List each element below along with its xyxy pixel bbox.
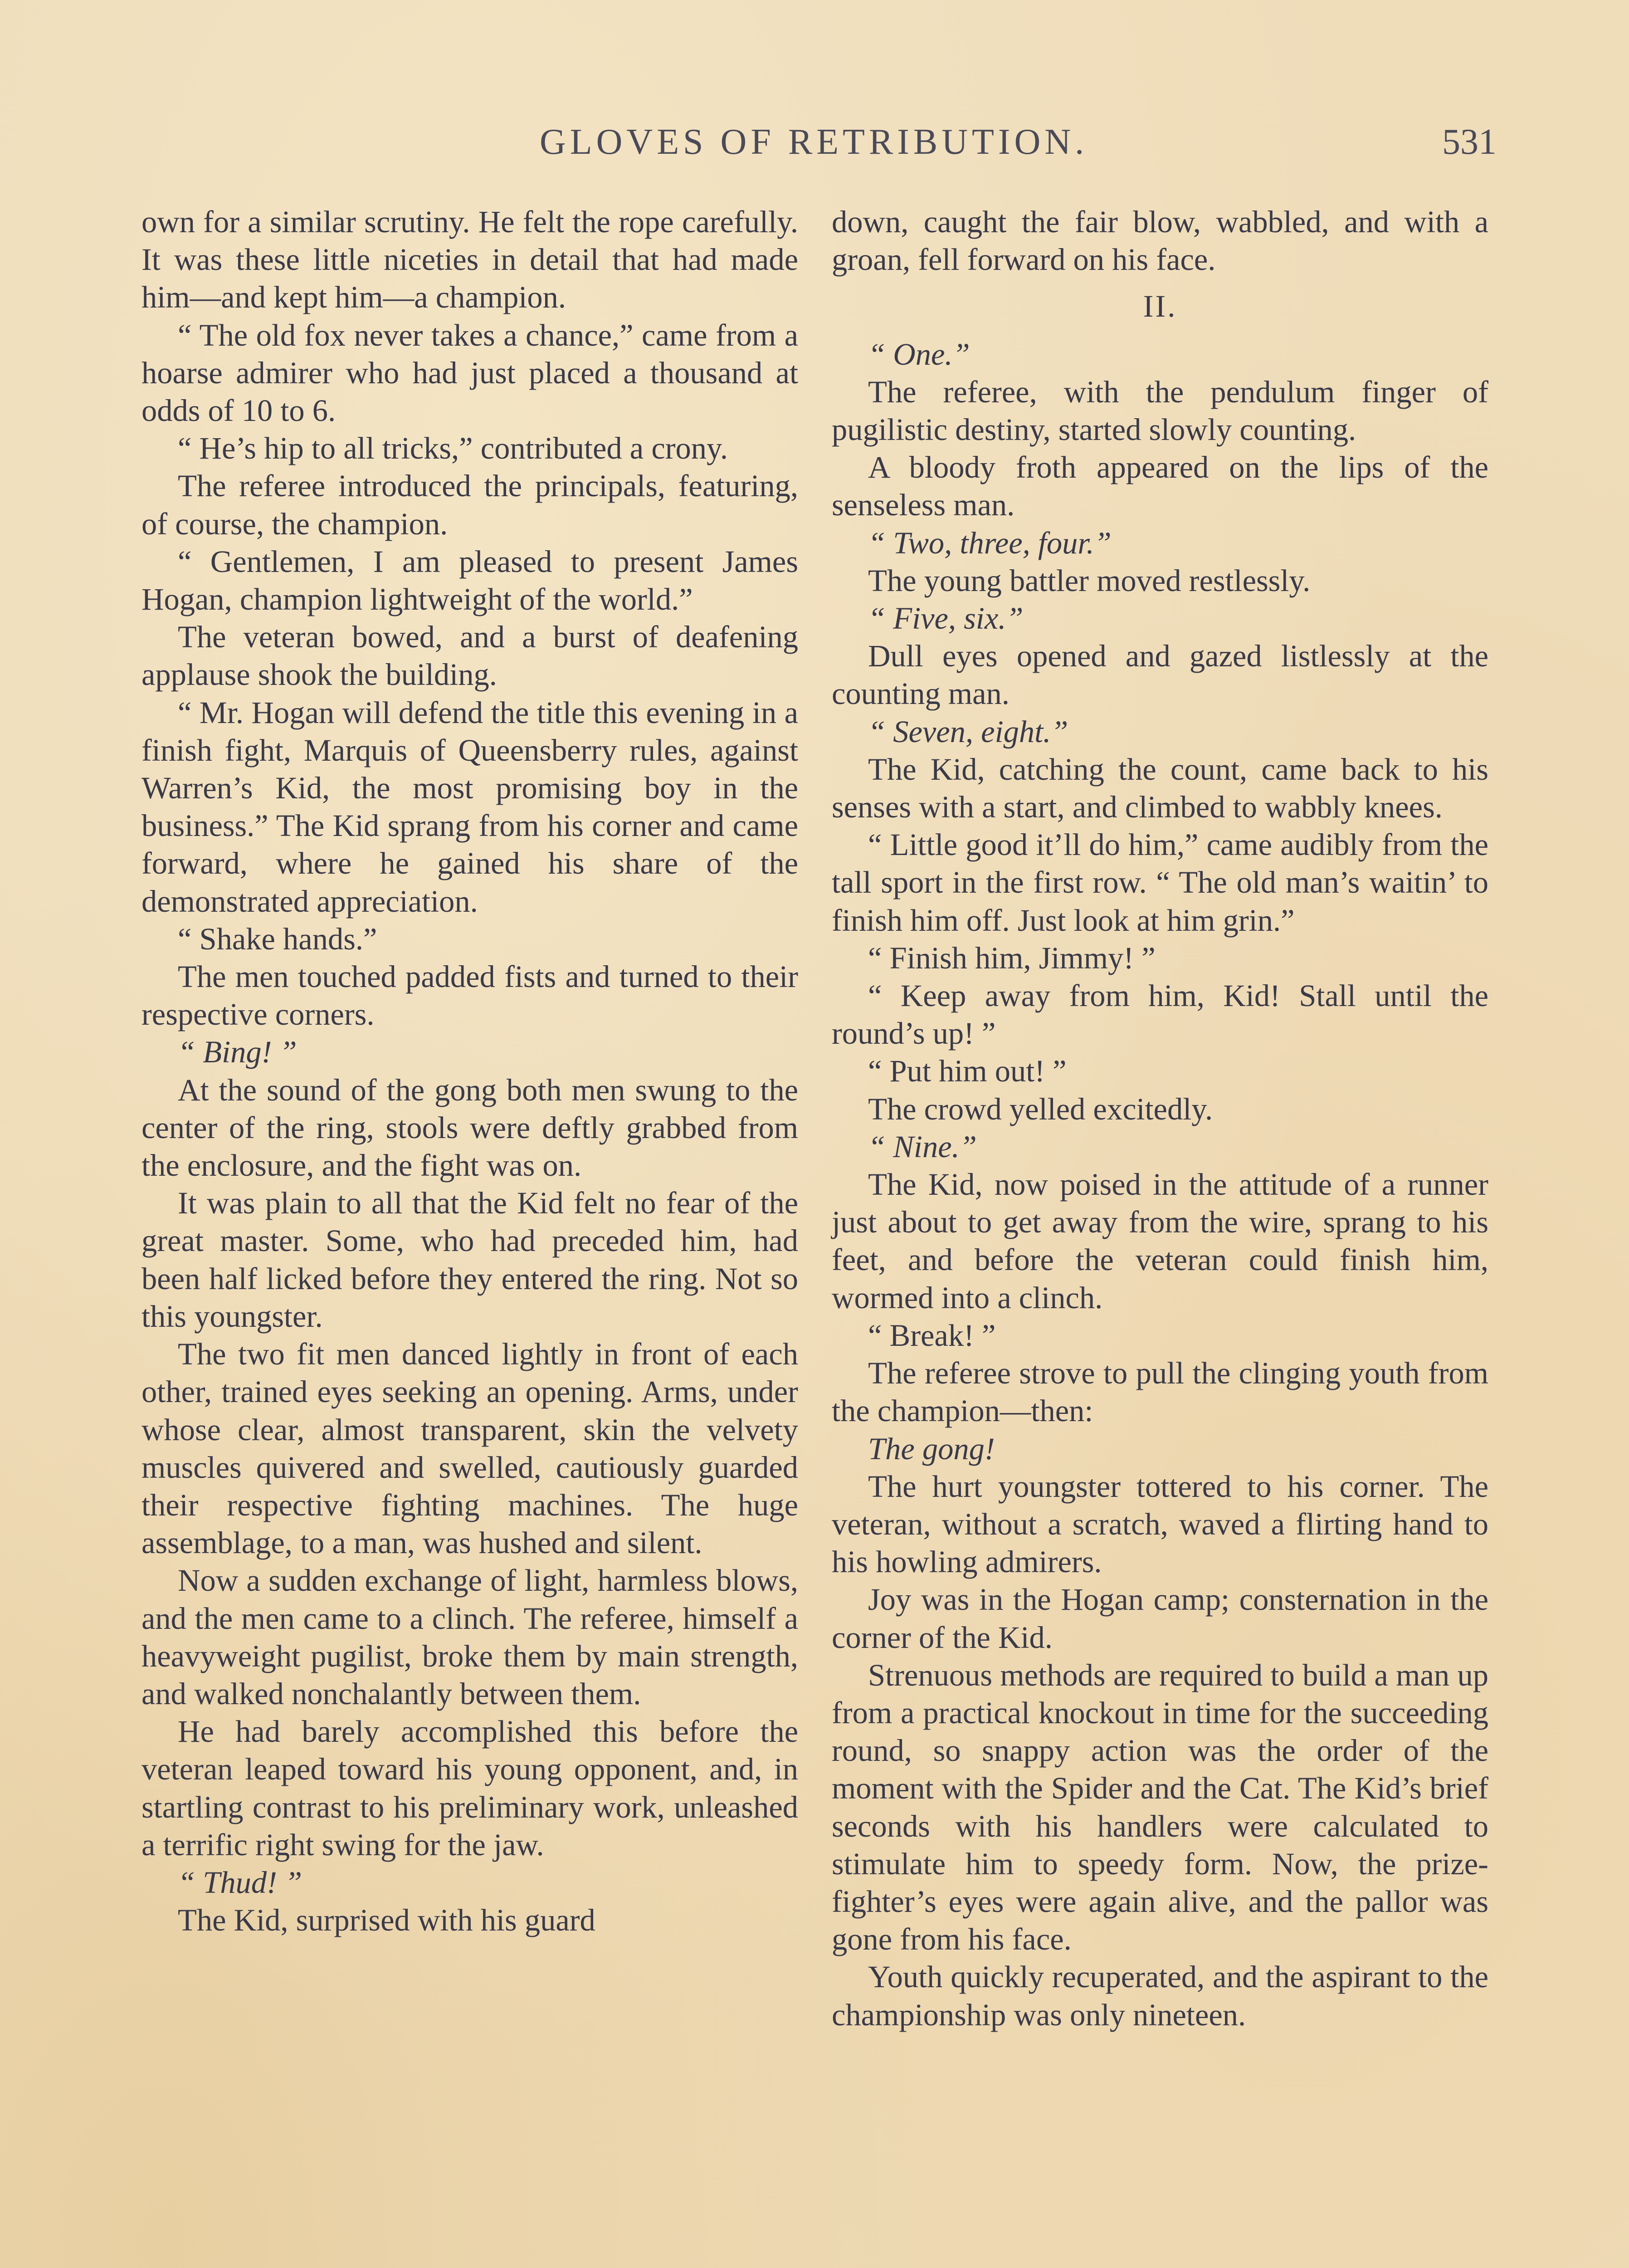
paragraph: A bloody froth appeared on the lips of the senseless man. [832, 450, 1488, 523]
paragraph: The hurt youngster tottered to his corner. The veteran, without a scratch, waved a flirting hand to his howling admirers. [832, 1469, 1488, 1579]
paragraph: own for a similar scrutiny. He felt the rope carefully. It was these little niceties in detail that had made him—and kept him—a champion. [141, 205, 798, 315]
right-text-column [832, 203, 1488, 2034]
paragraph: The men touched padded fists and turned to their respective corners. [141, 959, 798, 1032]
paragraph: He had barely accomplished this before the veteran leaped toward his young opponent, and, in startling contrast to his preliminary work, unleashed a terrific right swing for the jaw. [141, 1714, 798, 1862]
paragraph: The crowd yelled excitedly. [868, 1091, 1213, 1126]
paragraph: “ Little good it’ll do him,” came audibly from the tall sport in the first row. “ The old man’s waitin’ to finish him off. Just look at him grin.” [832, 827, 1488, 938]
paragraph: The veteran bowed, and a burst of deafening applause shook the building. [141, 620, 798, 692]
page-number: 531 [1442, 122, 1497, 162]
sound-effect-line: The gong! [868, 1431, 995, 1466]
sound-effect-line: “ Thud! ” [178, 1865, 302, 1900]
paragraph: “ He’s hip to all tricks,” contributed a crony. [178, 431, 728, 466]
paragraph: “ Break! ” [868, 1318, 996, 1353]
running-title: GLOVES OF RETRIBUTION. [540, 122, 1088, 162]
count-line: “ Seven, eight.” [868, 714, 1068, 749]
paragraph: “ Shake hands.” [178, 921, 377, 956]
count-line: “ Five, six.” [868, 601, 1024, 636]
paragraph: The Kid, now poised in the attitude of a runner just about to get away from the wire, sprang to his feet, and before the veteran could finish him, wormed into a clinch. [832, 1167, 1488, 1315]
paragraph: “ Mr. Hogan will defend the title this evening in a finish fight, Marquis of Queensberry rules, against Warren’s Kid, the most promising boy in the business.” The Kid sprang from his corner and came forward, where he gained his share of the demonstrated appreciation. [141, 695, 798, 919]
paragraph: The Kid, surprised with his guard [178, 1903, 595, 1938]
paragraph: “ The old fox never takes a chance,” came from a hoarse admirer who had just placed a thousand at odds of 10 to 6. [141, 318, 798, 428]
section-heading: II. [1143, 289, 1177, 324]
paragraph: down, caught the fair blow, wabbled, and with a groan, fell forward on his face. [832, 205, 1488, 277]
count-line: “ Nine.” [868, 1129, 977, 1164]
paragraph: “ Gentlemen, I am pleased to present James Hogan, champion lightweight of the world.” [141, 544, 798, 617]
paragraph: The referee introduced the principals, featuring, of course, the champion. [141, 469, 798, 541]
paragraph: The referee strove to pull the clinging youth from the champion—then: [832, 1356, 1488, 1428]
paragraph: “ Finish him, Jimmy! ” [868, 940, 1156, 975]
paragraph: Joy was in the Hogan camp; consternation in the corner of the Kid. [832, 1582, 1488, 1655]
paragraph: The two fit men danced lightly in front of each other, trained eyes seeking an opening. Arms, under whose clear, almost transparent, skin the velvety muscles quivered and swelled, cautiously guarded their respective fighting machines. The huge assemblage, to a man, was hushed and silent. [141, 1337, 798, 1560]
paragraph: Youth quickly recuperated, and the aspirant to the championship was only nineteen. [832, 1960, 1488, 2032]
paragraph: Strenuous methods are required to build a man up from a practical knockout in time for the succeeding round, so snappy action was the order of the moment with the Spider and the Cat. The Kid’s brief seconds with his handlers were calculated to stimulate him to speedy form. Now, the prize-fighter’s eyes were again alive, and the pallor was gone from his face. [832, 1657, 1488, 1957]
paragraph: At the sound of the gong both men swung to the center of the ring, stools were deftly grabbed from the enclosure, and the fight was on. [141, 1072, 798, 1183]
paragraph: “ Keep away from him, Kid! Stall until the round’s up! ” [832, 978, 1488, 1051]
paragraph: It was plain to all that the Kid felt no fear of the great master. Some, who had preceded him, had been half licked before they entered the ring. Not so this youngster. [141, 1186, 798, 1334]
paragraph: The young battler moved restlessly. [868, 563, 1311, 598]
page-header [145, 122, 1497, 171]
paragraph: Dull eyes opened and gazed listlessly at the counting man. [832, 639, 1488, 711]
paragraph: Now a sudden exchange of light, harmless blows, and the men came to a clinch. The referee, himself a heavyweight pugilist, broke them by main strength, and walked nonchalantly between them. [141, 1563, 798, 1711]
sound-effect-line: “ Bing! ” [178, 1035, 297, 1070]
count-line: “ Two, three, four.” [868, 525, 1112, 560]
paragraph: The Kid, catching the count, came back to his senses with a start, and climbed to wabbly knees. [832, 752, 1488, 825]
count-line: “ One.” [868, 337, 970, 371]
paragraph: The referee, with the pendulum finger of pugilistic destiny, started slowly counting. [832, 374, 1488, 447]
paragraph: “ Put him out! ” [868, 1054, 1067, 1089]
left-text-column [141, 203, 798, 1939]
